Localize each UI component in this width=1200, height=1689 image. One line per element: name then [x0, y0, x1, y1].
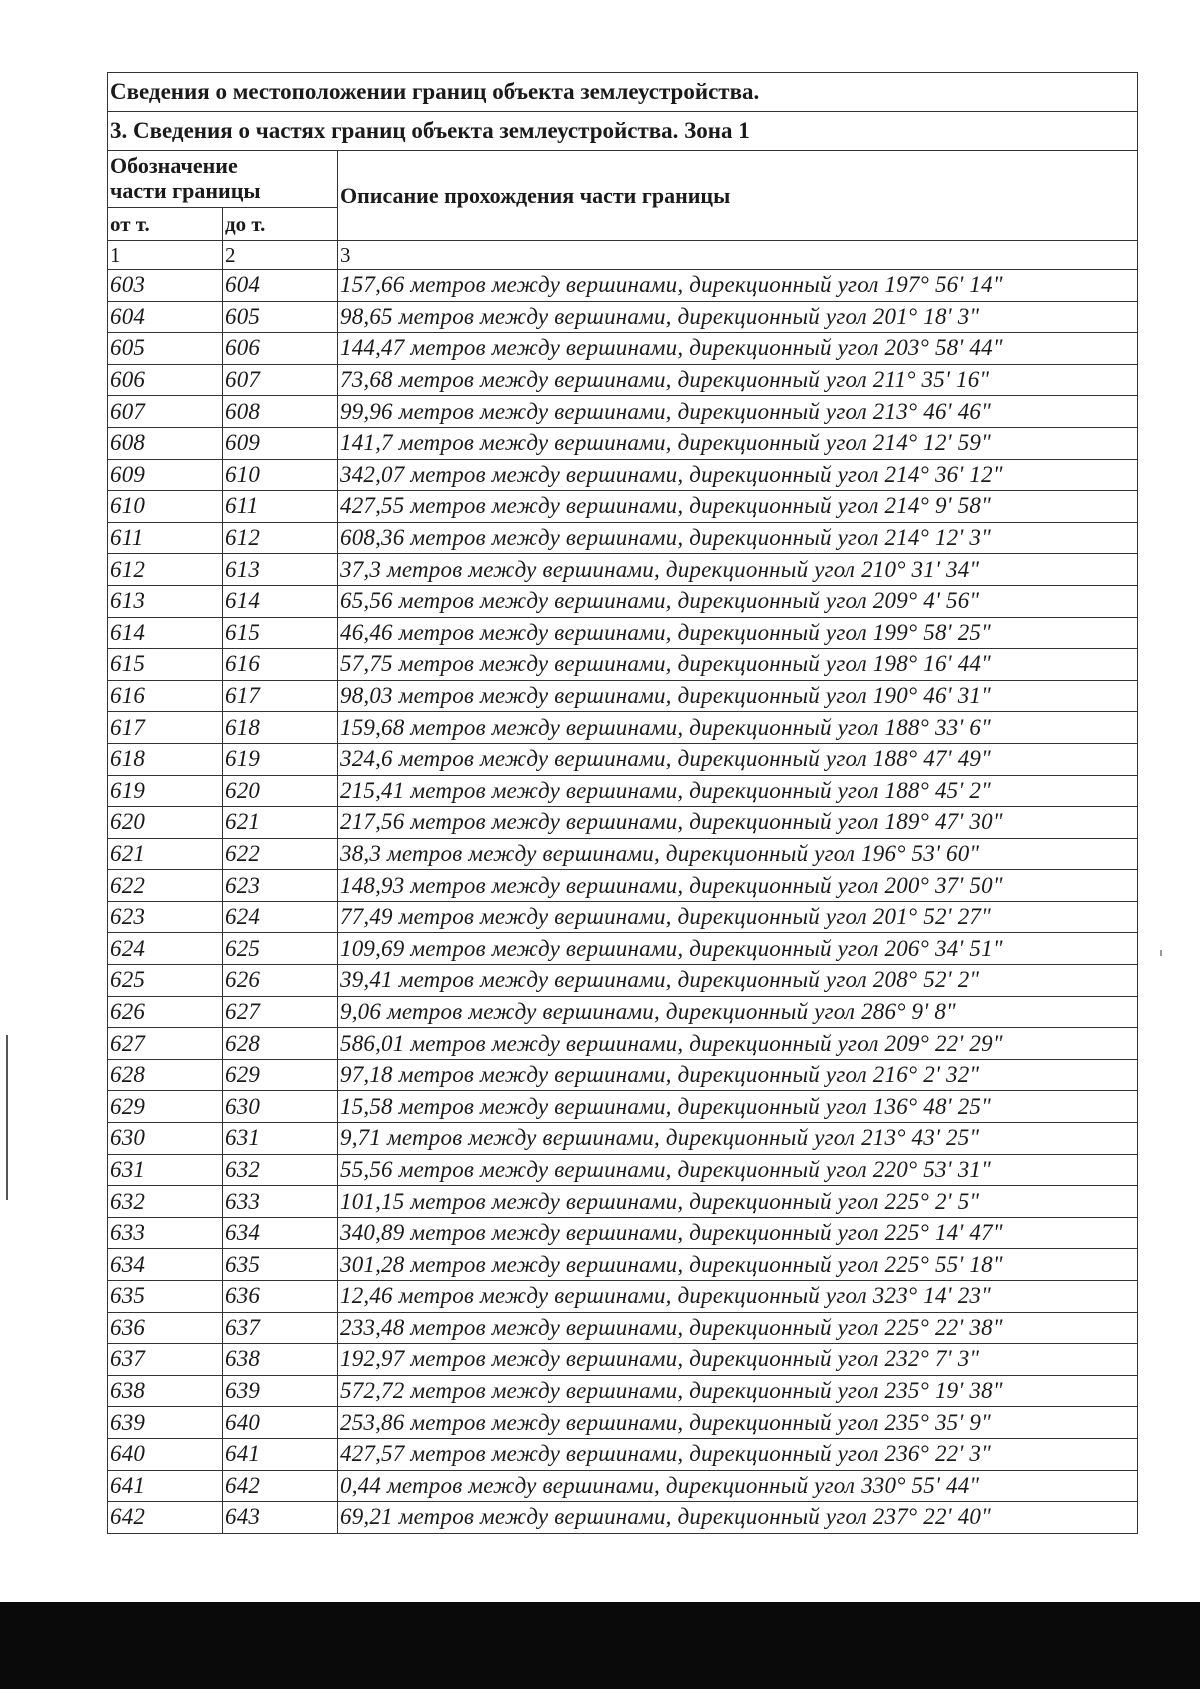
description-cell: 572,72 метров между вершинами, дирекционный угол 235° 19' 38" — [338, 1375, 1138, 1407]
description-cell: 15,58 метров между вершинами, дирекционный угол 136° 48' 25" — [338, 1091, 1138, 1123]
table-row — [108, 427, 1138, 459]
table-row — [108, 1249, 1138, 1281]
description-cell: 46,46 метров между вершинами, дирекционный угол 199° 58' 25" — [338, 617, 1138, 649]
description-cell: 57,75 метров между вершинами, дирекционный угол 198° 16' 44" — [338, 649, 1138, 681]
boundary-parts-table — [107, 72, 1138, 1534]
table-row — [108, 1091, 1138, 1123]
from-point-cell: 616 — [108, 680, 223, 712]
table-row — [108, 838, 1138, 870]
from-point-cell: 632 — [108, 1186, 223, 1218]
to-point-cell: 613 — [223, 554, 338, 586]
description-cell: 427,57 метров между вершинами, дирекционный угол 236° 22' 3" — [338, 1438, 1138, 1470]
to-point-cell: 634 — [223, 1217, 338, 1249]
table-row — [108, 775, 1138, 807]
table-row — [108, 1470, 1138, 1502]
from-point-cell: 626 — [108, 996, 223, 1028]
from-point-cell: 623 — [108, 901, 223, 933]
from-point-cell: 640 — [108, 1438, 223, 1470]
designation-header-line1: Обозначение — [110, 153, 238, 178]
table-row — [108, 270, 1138, 302]
to-point-cell: 615 — [223, 617, 338, 649]
from-point-cell: 641 — [108, 1470, 223, 1502]
from-point-cell: 642 — [108, 1502, 223, 1534]
scan-black-border — [0, 1602, 1200, 1689]
description-cell: 73,68 метров между вершинами, дирекционный угол 211° 35' 16" — [338, 364, 1138, 396]
description-cell: 586,01 метров между вершинами, дирекционный угол 209° 22' 29" — [338, 1028, 1138, 1060]
to-point-cell: 604 — [223, 270, 338, 302]
description-cell: 55,56 метров между вершинами, дирекционный угол 220° 53' 31" — [338, 1154, 1138, 1186]
description-cell: 69,21 метров между вершинами, дирекционный угол 237° 22' 40" — [338, 1502, 1138, 1534]
table-row — [108, 617, 1138, 649]
table-row — [108, 1502, 1138, 1534]
from-point-cell: 637 — [108, 1344, 223, 1376]
description-cell: 608,36 метров между вершинами, дирекционный угол 214° 12' 3" — [338, 522, 1138, 554]
description-cell: 39,41 метров между вершинами, дирекционный угол 208° 52' 2" — [338, 965, 1138, 997]
description-cell: 215,41 метров между вершинами, дирекционный угол 188° 45' 2" — [338, 775, 1138, 807]
from-point-cell: 615 — [108, 649, 223, 681]
to-point-cell: 633 — [223, 1186, 338, 1218]
description-cell: 233,48 метров между вершинами, дирекционный угол 225° 22' 38" — [338, 1312, 1138, 1344]
description-cell: 217,56 метров между вершинами, дирекционный угол 189° 47' 30" — [338, 807, 1138, 839]
to-point-cell: 622 — [223, 838, 338, 870]
to-point-cell: 618 — [223, 712, 338, 744]
column-number-1: 1 — [108, 241, 223, 270]
description-cell: 144,47 метров между вершинами, дирекционный угол 203° 58' 44" — [338, 333, 1138, 365]
to-point-cell: 619 — [223, 743, 338, 775]
description-cell: 342,07 метров между вершинами, дирекционный угол 214° 36' 12" — [338, 459, 1138, 491]
from-point-cell: 607 — [108, 396, 223, 428]
description-cell: 12,46 метров между вершинами, дирекционный угол 323° 14' 23" — [338, 1281, 1138, 1313]
from-point-cell: 605 — [108, 333, 223, 365]
description-cell: 109,69 метров между вершинами, дирекционный угол 206° 34' 51" — [338, 933, 1138, 965]
description-cell: 159,68 метров между вершинами, дирекционный угол 188° 33' 6" — [338, 712, 1138, 744]
column-number-2: 2 — [223, 241, 338, 270]
document-title: Сведения о местоположении границ объекта землеустройства. — [108, 73, 1138, 112]
table-row — [108, 1059, 1138, 1091]
title-row — [108, 73, 1138, 112]
from-point-cell: 610 — [108, 491, 223, 523]
from-point-cell: 629 — [108, 1091, 223, 1123]
to-point-cell: 641 — [223, 1438, 338, 1470]
to-point-cell: 637 — [223, 1312, 338, 1344]
to-point-cell: 620 — [223, 775, 338, 807]
description-cell: 427,55 метров между вершинами, дирекционный угол 214° 9' 58" — [338, 491, 1138, 523]
description-cell: 98,03 метров между вершинами, дирекционный угол 190° 46' 31" — [338, 680, 1138, 712]
table-row — [108, 1344, 1138, 1376]
from-point-cell: 604 — [108, 301, 223, 333]
to-point-cell: 636 — [223, 1281, 338, 1313]
to-point-cell: 614 — [223, 585, 338, 617]
from-point-cell: 612 — [108, 554, 223, 586]
table-row — [108, 364, 1138, 396]
to-point-cell: 640 — [223, 1407, 338, 1439]
designation-header-line2: части границы — [110, 178, 261, 203]
description-cell: 65,56 метров между вершинами, дирекционный угол 209° 4' 56" — [338, 585, 1138, 617]
description-cell: 324,6 метров между вершинами, дирекционный угол 188° 47' 49" — [338, 743, 1138, 775]
table-row — [108, 1407, 1138, 1439]
table-row — [108, 649, 1138, 681]
description-cell: 141,7 метров между вершинами, дирекционный угол 214° 12' 59" — [338, 427, 1138, 459]
description-cell: 301,28 метров между вершинами, дирекционный угол 225° 55' 18" — [338, 1249, 1138, 1281]
table-row — [108, 870, 1138, 902]
to-point-cell: 632 — [223, 1154, 338, 1186]
to-point-cell: 609 — [223, 427, 338, 459]
to-point-cell: 621 — [223, 807, 338, 839]
to-point-cell: 607 — [223, 364, 338, 396]
to-point-cell: 617 — [223, 680, 338, 712]
description-cell: 157,66 метров между вершинами, дирекционный угол 197° 56' 14" — [338, 270, 1138, 302]
table-row — [108, 333, 1138, 365]
to-point-cell: 612 — [223, 522, 338, 554]
from-point-cell: 609 — [108, 459, 223, 491]
table-row — [108, 301, 1138, 333]
from-point-cell: 614 — [108, 617, 223, 649]
from-point-cell: 619 — [108, 775, 223, 807]
to-point-cell: 623 — [223, 870, 338, 902]
description-cell: 99,96 метров между вершинами, дирекционный угол 213° 46' 46" — [338, 396, 1138, 428]
to-point-cell: 624 — [223, 901, 338, 933]
table-row — [108, 1028, 1138, 1060]
from-point-cell: 603 — [108, 270, 223, 302]
to-point-cell: 635 — [223, 1249, 338, 1281]
to-point-cell: 605 — [223, 301, 338, 333]
table-row — [108, 1123, 1138, 1155]
table-row — [108, 743, 1138, 775]
to-point-cell: 630 — [223, 1091, 338, 1123]
from-point-cell: 611 — [108, 522, 223, 554]
from-point-cell: 606 — [108, 364, 223, 396]
to-point-cell: 627 — [223, 996, 338, 1028]
description-cell: 98,65 метров между вершинами, дирекционный угол 201° 18' 3" — [338, 301, 1138, 333]
table-row — [108, 965, 1138, 997]
from-point-cell: 613 — [108, 585, 223, 617]
description-cell: 38,3 метров между вершинами, дирекционный угол 196° 53' 60" — [338, 838, 1138, 870]
to-point-cell: 626 — [223, 965, 338, 997]
to-point-cell: 638 — [223, 1344, 338, 1376]
to-point-cell: 629 — [223, 1059, 338, 1091]
table-row — [108, 1312, 1138, 1344]
table-row — [108, 1186, 1138, 1218]
from-point-header: от т. — [108, 208, 223, 241]
from-point-cell: 628 — [108, 1059, 223, 1091]
table-row — [108, 459, 1138, 491]
to-point-cell: 625 — [223, 933, 338, 965]
section-row — [108, 112, 1138, 151]
from-point-cell: 638 — [108, 1375, 223, 1407]
description-cell: 148,93 метров между вершинами, дирекционный угол 200° 37' 50" — [338, 870, 1138, 902]
from-point-cell: 617 — [108, 712, 223, 744]
from-point-cell: 625 — [108, 965, 223, 997]
table-row — [108, 901, 1138, 933]
column-number-row — [108, 241, 1138, 270]
to-point-cell: 611 — [223, 491, 338, 523]
to-point-cell: 606 — [223, 333, 338, 365]
table-row — [108, 585, 1138, 617]
from-point-cell: 618 — [108, 743, 223, 775]
from-point-cell: 636 — [108, 1312, 223, 1344]
table-row — [108, 1438, 1138, 1470]
from-point-cell: 634 — [108, 1249, 223, 1281]
section-heading: 3. Сведения о частях границ объекта землеустройства. Зона 1 — [108, 112, 1138, 151]
description-header: Описание прохождения части границы — [338, 151, 1138, 241]
description-cell: 9,06 метров между вершинами, дирекционный угол 286° 9' 8" — [338, 996, 1138, 1028]
to-point-cell: 608 — [223, 396, 338, 428]
scan-dot — [1160, 950, 1162, 956]
to-point-header: до т. — [223, 208, 338, 241]
designation-header — [108, 151, 338, 208]
to-point-cell: 639 — [223, 1375, 338, 1407]
description-cell: 97,18 метров между вершинами, дирекционный угол 216° 2' 32" — [338, 1059, 1138, 1091]
from-point-cell: 622 — [108, 870, 223, 902]
table-row — [108, 1375, 1138, 1407]
description-cell: 37,3 метров между вершинами, дирекционный угол 210° 31' 34" — [338, 554, 1138, 586]
to-point-cell: 631 — [223, 1123, 338, 1155]
boundary-document — [107, 72, 1137, 1534]
table-row — [108, 807, 1138, 839]
description-cell: 101,15 метров между вершинами, дирекционный угол 225° 2' 5" — [338, 1186, 1138, 1218]
column-header-row — [108, 151, 1138, 208]
column-number-3: 3 — [338, 241, 1138, 270]
to-point-cell: 610 — [223, 459, 338, 491]
description-cell: 253,86 метров между вершинами, дирекционный угол 235° 35' 9" — [338, 1407, 1138, 1439]
to-point-cell: 642 — [223, 1470, 338, 1502]
description-cell: 0,44 метров между вершинами, дирекционный угол 330° 55' 44" — [338, 1470, 1138, 1502]
from-point-cell: 608 — [108, 427, 223, 459]
table-row — [108, 1154, 1138, 1186]
table-row — [108, 554, 1138, 586]
table-row — [108, 396, 1138, 428]
from-point-cell: 633 — [108, 1217, 223, 1249]
from-point-cell: 635 — [108, 1281, 223, 1313]
from-point-cell: 630 — [108, 1123, 223, 1155]
to-point-cell: 616 — [223, 649, 338, 681]
table-row — [108, 1281, 1138, 1313]
description-cell: 77,49 метров между вершинами, дирекционный угол 201° 52' 27" — [338, 901, 1138, 933]
table-row — [108, 680, 1138, 712]
table-row — [108, 712, 1138, 744]
table-row — [108, 491, 1138, 523]
from-point-cell: 624 — [108, 933, 223, 965]
table-row — [108, 1217, 1138, 1249]
to-point-cell: 628 — [223, 1028, 338, 1060]
table-row — [108, 522, 1138, 554]
table-row — [108, 996, 1138, 1028]
scan-edge-mark — [6, 1035, 8, 1200]
table-row — [108, 933, 1138, 965]
description-cell: 9,71 метров между вершинами, дирекционный угол 213° 43' 25" — [338, 1123, 1138, 1155]
description-cell: 192,97 метров между вершинами, дирекционный угол 232° 7' 3" — [338, 1344, 1138, 1376]
from-point-cell: 621 — [108, 838, 223, 870]
to-point-cell: 643 — [223, 1502, 338, 1534]
from-point-cell: 620 — [108, 807, 223, 839]
from-point-cell: 639 — [108, 1407, 223, 1439]
description-cell: 340,89 метров между вершинами, дирекционный угол 225° 14' 47" — [338, 1217, 1138, 1249]
from-point-cell: 627 — [108, 1028, 223, 1060]
from-point-cell: 631 — [108, 1154, 223, 1186]
